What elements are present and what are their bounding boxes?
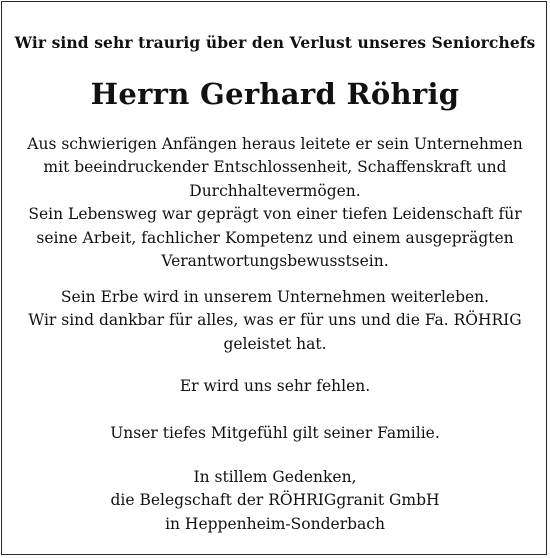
deceased-name: Herrn Gerhard Röhrig <box>90 77 460 111</box>
text-line: Wir sind dankbar für alles, was er für uns und die Fa. RÖHRIG <box>28 311 522 330</box>
text-line: seine Arbeit, fachlicher Kompetenz und einem ausgeprägten <box>36 228 514 247</box>
text-line: geleistet hat. <box>223 334 327 353</box>
text-line: mit beeindruckender Entschlossenheit, Schaffenskraft und <box>43 158 507 177</box>
closing-signature <box>0 466 550 536</box>
condolence-paragraph <box>0 422 550 445</box>
text-line: Er wird uns sehr fehlen. <box>179 377 371 395</box>
text-line: In stillem Gedenken, <box>193 468 357 486</box>
text-line: Verantwortungsbewusstsein. <box>161 252 389 271</box>
text-line: Sein Lebensweg war geprägt von einer tiefen Leidenschaft für <box>28 205 522 224</box>
missed-paragraph <box>0 375 550 398</box>
text-line: Aus schwierigen Anfängen heraus leitete er sein Unternehmen <box>27 135 523 153</box>
tribute-paragraph <box>0 133 550 273</box>
legacy-paragraph <box>0 286 550 356</box>
text-line: die Belegschaft der RÖHRIGgranit GmbH <box>110 491 440 510</box>
text-line: Durchhaltevermögen. <box>189 181 361 200</box>
text-line: in Heppenheim-Sonderbach <box>165 514 385 533</box>
headline: Wir sind sehr traurig über den Verlust unseres Seniorchefs <box>14 33 536 52</box>
text-line: Unser tiefes Mitgefühl gilt seiner Familie. <box>110 424 440 442</box>
text-line: Sein Erbe wird in unserem Unternehmen weiterleben. <box>60 288 490 306</box>
